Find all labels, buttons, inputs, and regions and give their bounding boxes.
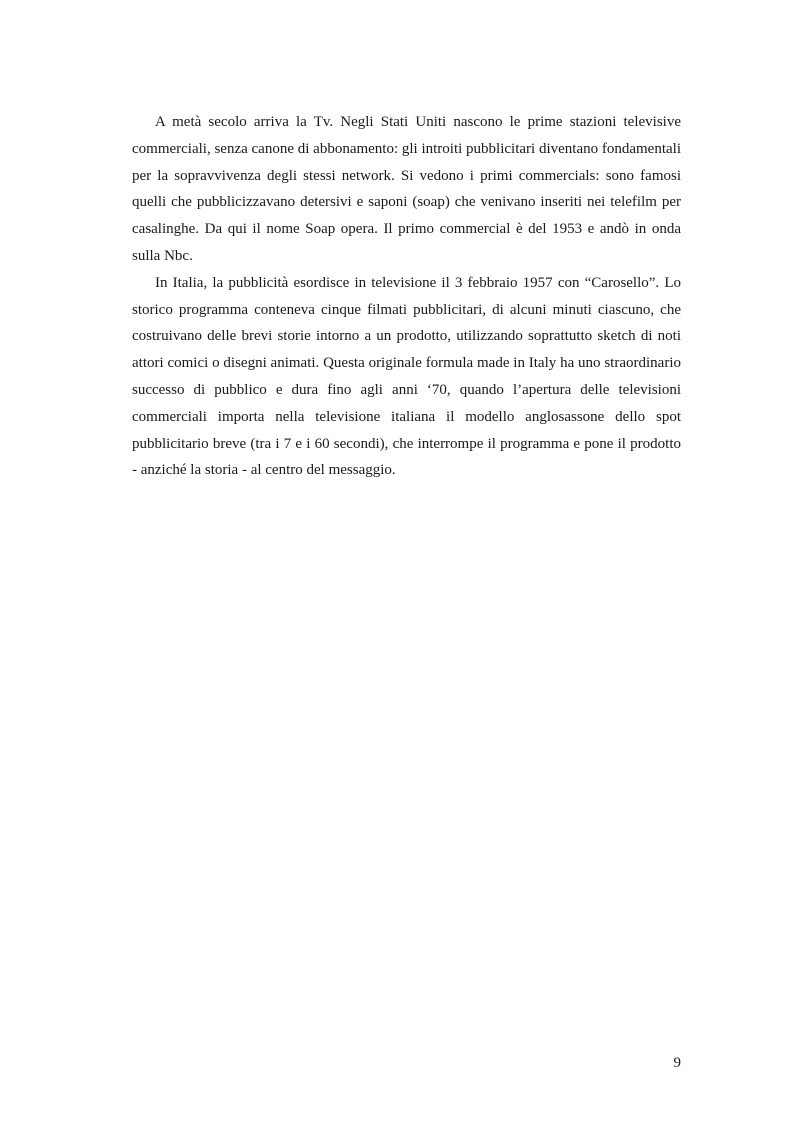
page-number: 9 — [673, 1055, 681, 1071]
body-text — [132, 109, 681, 484]
paragraph-us-television: A metà secolo arriva la Tv. Negli Stati Uniti nascono le prime stazioni televisive commerciali, senza canone di abbonamento: gli introiti pubblicitari diventano fondamentali per la sopravvivenza degli stessi network. Si vedono i primi commercials: sono famosi quelli che pubblicizzavano detersivi e saponi (soap) che venivano inseriti nei telefilm per casalinghe. Da qui il nome Soap opera. Il primo commercial è del 1953 e andò in onda sulla Nbc. — [132, 114, 681, 264]
paragraph-italy-carosello: In Italia, la pubblicità esordisce in televisione il 3 febbraio 1957 con “Carosello”. Lo storico programma conteneva cinque filmati pubblicitari, di alcuni minuti ciascuno, che costruivano delle brevi storie intorno a un prodotto, utilizzando soprattutto sketch di noti attori comici o disegni animati. Questa originale formula made in Italy ha uno straordinario successo di pubblico e dura fino agli anni ‘70, quando l’apertura delle televisioni commerciali importa nella televisione italiana il modello anglosassone dello spot pubblicitario breve (tra i 7 e i 60 secondi), che interrompe il programma e pone il prodotto - anziché la storia - al centro del messaggio. — [132, 274, 681, 479]
